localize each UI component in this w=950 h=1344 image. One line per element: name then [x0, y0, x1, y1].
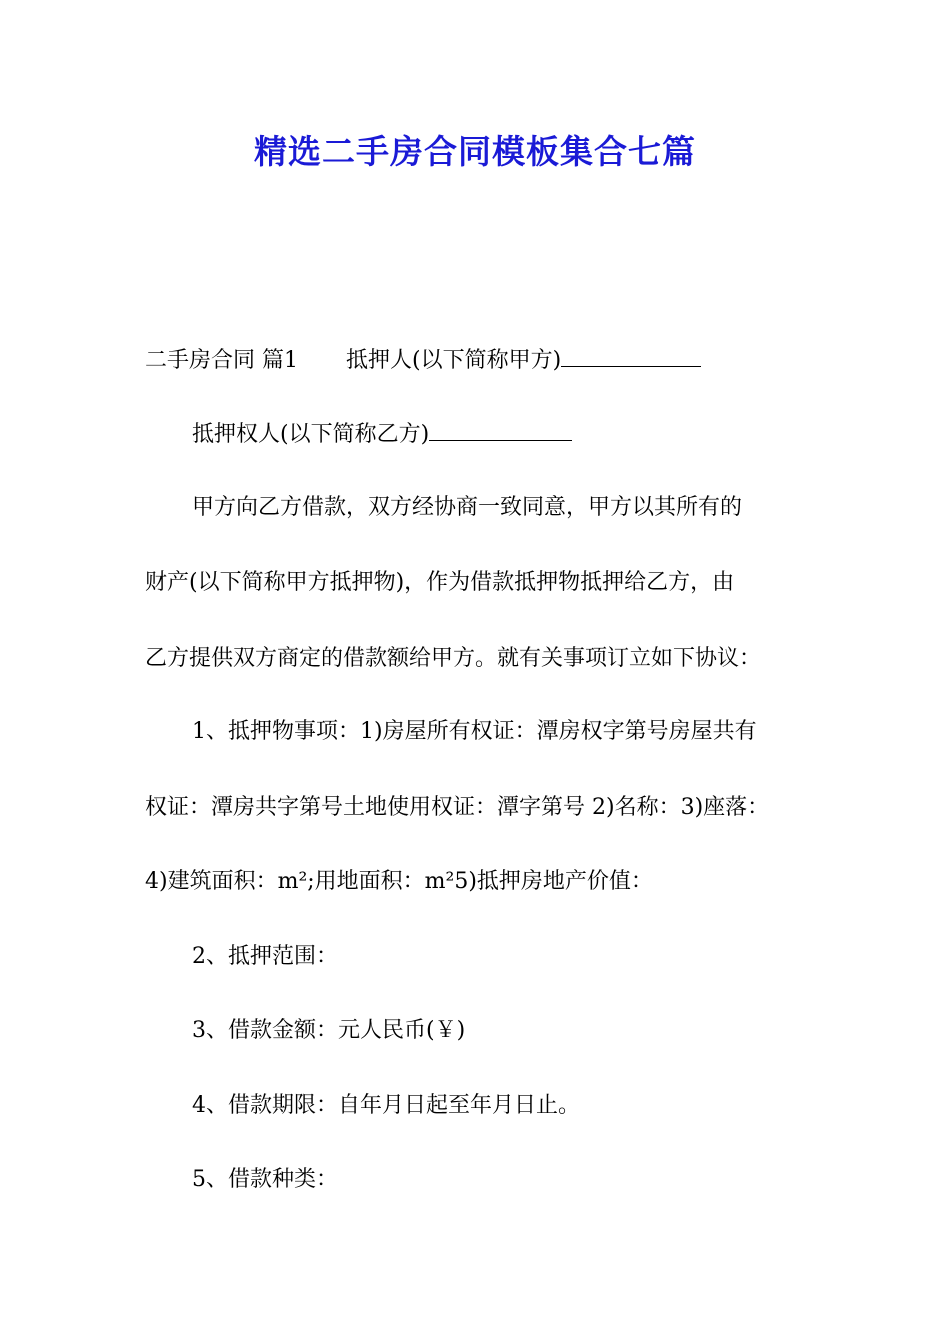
mortgagee-label: 抵押权人(以下简称乙方) — [192, 422, 430, 447]
clause1-line-2: 权证：潭房共字第号土地使用权证：潭字第号 2)名称：3)座落： — [145, 795, 770, 820]
header-line — [145, 346, 835, 376]
clause3-line: 3、借款金额：元人民币(￥) — [192, 1018, 466, 1043]
clause4-line: 4、借款期限：自年月日起至年月日止。 — [192, 1093, 580, 1118]
clause5-line: 5、借款种类： — [192, 1167, 338, 1192]
clause1-line-3: 4)建筑面积：m²;用地面积：m²5)抵押房地产价值： — [145, 869, 653, 894]
section-heading: 二手房合同 篇1 — [145, 348, 298, 373]
mortgagor-label: 抵押人(以下简称甲方) — [346, 348, 562, 373]
mortgagor-blank — [561, 364, 701, 367]
intro-line-2: 财产(以下简称甲方抵押物)，作为借款抵押物抵押给乙方，由 — [145, 570, 735, 595]
intro-line-1: 甲方向乙方借款，双方经协商一致同意，甲方以其所有的 — [192, 495, 743, 520]
intro-line-3: 乙方提供双方商定的借款额给甲方。就有关事项订立如下协议： — [145, 646, 762, 671]
mortgagee-blank — [429, 438, 572, 441]
document-title: 精选二手房合同模板集合七篇 — [254, 132, 696, 171]
clause1-line-1: 1、抵押物事项：1)房屋所有权证：潭房权字第号房屋共有 — [192, 719, 757, 744]
clause2-line: 2、抵押范围： — [192, 944, 338, 969]
mortgagee-line — [192, 420, 882, 450]
